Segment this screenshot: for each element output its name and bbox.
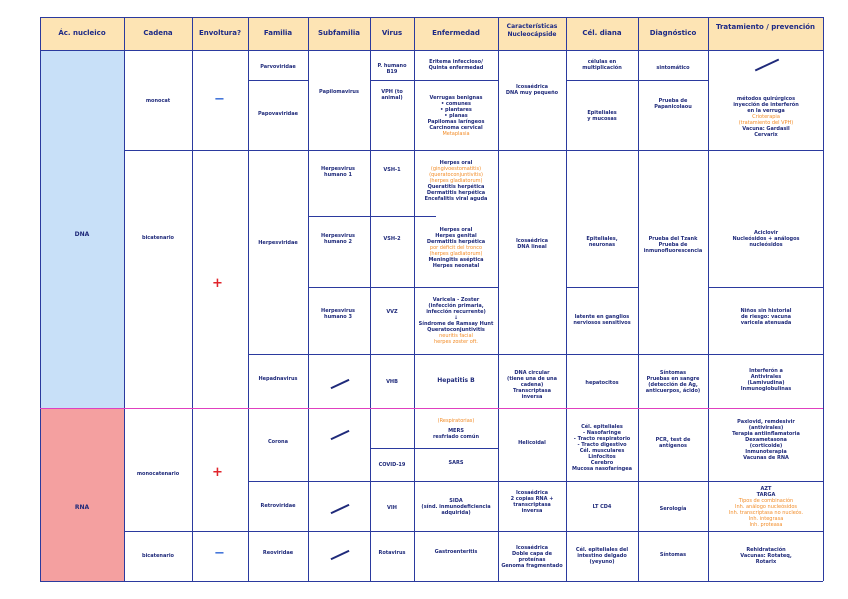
tra-hepa-line: Inmunoglobulinas bbox=[740, 386, 792, 392]
enf-hhv1-line: Encefalitis viral aguda bbox=[424, 196, 488, 202]
enf-hhv3-note: neuritis facial bbox=[439, 333, 473, 339]
tra-corona-line: Paxlovid, remdesivir bbox=[737, 419, 795, 425]
tra-retro-line: TARGA bbox=[756, 492, 776, 498]
car-retro-line: 2 copias RNA + bbox=[510, 496, 554, 502]
tra-hepa-line: Antivirales bbox=[750, 374, 782, 380]
header-enfermedad: Enfermedad bbox=[432, 29, 480, 37]
grid-line bbox=[124, 531, 823, 532]
enf-papova-line: • planas bbox=[444, 113, 468, 119]
virus-vih: VIH bbox=[387, 505, 397, 511]
enfermedad-gastro: Gastroenteritis bbox=[434, 549, 478, 555]
tra-retro-note: Inh. análogo nucleósidos bbox=[734, 504, 797, 510]
diag-herpes-line: inmunofluorescencia bbox=[643, 248, 703, 254]
tra-herpes-line: Nucleósidos + análogos bbox=[732, 236, 800, 242]
diagnostico-reo: Síntomas bbox=[659, 552, 687, 558]
car-herpes-line: Icosaédrica bbox=[515, 238, 549, 244]
enf-hhv2-line: Dermatitis herpética bbox=[426, 239, 486, 245]
familia-corona: Corona bbox=[268, 439, 288, 445]
subfamilia-hhv1: Herpesvirus humano 1 bbox=[321, 166, 355, 178]
enf-sida-line: SIDA bbox=[449, 498, 463, 504]
car-hepa-line: cadena) bbox=[520, 382, 544, 388]
caracteristicas-corona: Helicoidal bbox=[518, 440, 546, 446]
cel-reo-line: intestino delgado bbox=[577, 553, 627, 559]
grid-line bbox=[308, 216, 436, 217]
virus-vvz: VVZ bbox=[386, 309, 398, 315]
diagnostico-parvo: sintomático bbox=[656, 65, 690, 71]
grid-line bbox=[823, 17, 824, 581]
virus-vhs2: VSH-2 bbox=[383, 236, 401, 242]
car-reo-line: Genoma fragmentado bbox=[501, 563, 563, 569]
diag-hepa-line: (detección de Ag, bbox=[648, 382, 698, 388]
grid-line bbox=[708, 287, 823, 288]
header-acido: Ác. nucleico bbox=[58, 29, 106, 37]
enf-papova-line: • plantares bbox=[440, 107, 472, 113]
cel-diana-retro: LT CD4 bbox=[592, 504, 612, 510]
enf-hhv3-line: Síndrome de Ramsay Hunt bbox=[418, 321, 494, 327]
diag-hepa-line: Pruebas en sangre bbox=[646, 376, 700, 382]
cel-papova-line: Epiteliales bbox=[587, 110, 617, 116]
car-papova-line: Icosaédrica bbox=[515, 84, 549, 90]
enfermedad-corona-note: (Respiratorias) bbox=[437, 418, 475, 424]
virus-b19: P. humano B19 bbox=[377, 63, 407, 75]
diag-papova-line: Papanicolaou bbox=[654, 104, 692, 110]
enf-hhv1-line: Queratitis herpética bbox=[427, 184, 485, 190]
dash-reo bbox=[331, 550, 350, 560]
tra-papova-note: Crioterapia bbox=[752, 114, 780, 120]
rna-label: RNA bbox=[74, 504, 90, 511]
cadena-monocatenario: monocatenario bbox=[136, 471, 180, 477]
car-hepa-line: (tiene una de una bbox=[507, 376, 557, 382]
diag-herpes-line: Prueba de bbox=[658, 242, 688, 248]
cel-reo-line: (yeyuno) bbox=[589, 559, 615, 565]
dash-corona bbox=[331, 430, 350, 440]
grid-line bbox=[192, 17, 193, 581]
header-caracteristicas: Características Nucleocápside bbox=[506, 23, 558, 38]
dna-label: DNA bbox=[74, 231, 90, 238]
enf-hhv1-note: (gingivoestomatitis) bbox=[430, 166, 482, 172]
tra-papova-note: (tratamiento del VPH) bbox=[738, 120, 794, 126]
familia-retro: Retroviridae bbox=[260, 503, 296, 509]
car-reo-line: Icosaédrica bbox=[515, 545, 549, 551]
cel-corona-line: Linfocitos bbox=[588, 454, 616, 460]
enf-hhv2-line: Herpes genital bbox=[435, 233, 477, 239]
enf-hhv3-note: herpes zoster oft. bbox=[434, 339, 478, 345]
tra-corona-line: Terapia antiinflamatoria bbox=[732, 431, 800, 437]
virus-rotavirus: Rotavirus bbox=[378, 550, 406, 556]
cel-corona-line: Mucosa nasofaríngea bbox=[571, 466, 632, 472]
familia-parvo: Parvoviridae bbox=[260, 64, 296, 70]
grid-line bbox=[248, 80, 308, 81]
tra-corona-line: (antivirales) bbox=[748, 425, 784, 431]
grid-line bbox=[498, 216, 499, 217]
tra-retro-line: AZT bbox=[760, 486, 772, 492]
cel-corona-line: - Tracto respiratorio bbox=[573, 436, 631, 442]
cel-corona-line: Cél. epiteliales bbox=[581, 424, 623, 430]
cel-corona-line: Cél. musculares bbox=[579, 448, 625, 454]
familia-papova: Papovaviridae bbox=[257, 111, 299, 117]
enf-sida-line: (sínd. inmunodeficiencia bbox=[421, 504, 491, 510]
cel-corona-line: Cerebro bbox=[590, 460, 614, 466]
diag-corona-line: antígenos bbox=[659, 443, 687, 449]
grid-line bbox=[124, 150, 823, 151]
enf-hhv3-line: (infección primaria, bbox=[428, 303, 484, 309]
header-diagnostico: Diagnóstico bbox=[649, 29, 697, 37]
tra-retro-note: Tipos de combinación bbox=[738, 498, 794, 504]
enf-papova-line: Carcinoma cervical bbox=[429, 125, 483, 131]
car-reo-line: Doble capa de bbox=[511, 551, 552, 557]
enf-hhv2-note: (herpes gladiatorum) bbox=[429, 251, 483, 257]
virus-vhb: VHB bbox=[386, 379, 398, 385]
cel-parvo-line: células en bbox=[587, 59, 617, 65]
cadena-bicatenario: bicatenario bbox=[142, 235, 174, 241]
grid-line bbox=[308, 287, 498, 288]
familia-hepadna: Hepadnavirus bbox=[258, 376, 298, 382]
enf-hhv2-line: Meningitis aséptica bbox=[428, 257, 484, 263]
tra-hhv3-line: Niños sin historial bbox=[740, 308, 792, 314]
virus-vhs1: VSH-1 bbox=[383, 167, 401, 173]
dash-retro bbox=[331, 504, 350, 514]
cel-corona-line: - Tracto digestivo bbox=[577, 442, 627, 448]
grid-line bbox=[248, 481, 823, 482]
virus-vph: VPH (to animal) bbox=[381, 89, 403, 101]
enf-papova-line: • comunes bbox=[440, 101, 472, 107]
tra-corona-line: Dexametasona bbox=[745, 437, 787, 443]
tra-hhv3-line: varicela atenuada bbox=[740, 320, 792, 326]
enf-corona-line: MERS bbox=[448, 428, 464, 434]
car-reo-line: proteínas bbox=[518, 557, 546, 563]
cel-herpes12-line: neuronas bbox=[588, 242, 616, 248]
tra-retro-note: Inh. proteasa bbox=[749, 522, 783, 528]
tra-hepa-line: (Lamivudina) bbox=[747, 380, 785, 386]
grid-line bbox=[40, 17, 41, 581]
grid-line bbox=[40, 581, 823, 582]
tra-hhv3-line: de riesgo: vacuna bbox=[740, 314, 792, 320]
tra-papova-line: en la verruga bbox=[747, 108, 785, 114]
cel-diana-hepa: hepatocitos bbox=[585, 380, 619, 386]
car-retro-line: Icosaédrica bbox=[515, 490, 549, 496]
grid-line bbox=[370, 17, 371, 581]
cel-corona-line: - Nasofaringe bbox=[582, 430, 622, 436]
grid-line bbox=[248, 354, 823, 355]
enf-hhv1-note: (queratoconjuntivitis) bbox=[429, 172, 483, 178]
enf-hhv1-line: Dermatitis herpética bbox=[426, 190, 486, 196]
cel-parvo-line: multiplicación bbox=[582, 65, 622, 71]
tra-corona-line: (corticoide) bbox=[749, 443, 783, 449]
cel-herpes3-line: latente en ganglios bbox=[574, 314, 630, 320]
enf-hhv1-line: Herpes oral bbox=[439, 160, 473, 166]
envoltura-minus-rna-icon: − bbox=[214, 546, 225, 561]
enf-corona-line: resfriado común bbox=[432, 434, 480, 440]
enf-parvo-line: Quinta enfermedad bbox=[428, 65, 484, 71]
enf-papova-note: Metaplasia bbox=[442, 131, 470, 137]
subfamilia-hhv3: Herpesvirus humano 3 bbox=[321, 308, 355, 320]
car-hepa-line: DNA circular bbox=[514, 370, 550, 376]
diag-hepa-line: Síntomas bbox=[659, 370, 687, 376]
tra-reo-line: Rotarix bbox=[755, 559, 777, 565]
header-virus: Virus bbox=[381, 29, 403, 37]
enf-hhv3-line: Queratoconjuntivitis bbox=[427, 327, 485, 333]
header-cel-diana: Cél. diana bbox=[582, 29, 622, 37]
envoltura-plus-icon: + bbox=[212, 276, 223, 291]
grid-line bbox=[370, 448, 498, 449]
tra-papova-line: métodos quirúrgicos bbox=[736, 96, 796, 102]
dna-group-cell bbox=[40, 50, 124, 408]
tra-corona-line: Vacunas de RNA bbox=[743, 455, 789, 461]
enfermedad-hepatitis-b: Hepatitis B bbox=[437, 377, 475, 384]
tra-papova-line: Cervarix bbox=[754, 132, 778, 138]
tra-herpes-line: Aciclovir bbox=[753, 230, 779, 236]
diag-hepa-line: anticuerpos, ácido) bbox=[645, 388, 701, 394]
familia-reo: Reoviridae bbox=[262, 550, 294, 556]
car-hepa-line: Transcriptasa bbox=[512, 388, 552, 394]
cel-herpes12-line: Epiteliales, bbox=[586, 236, 618, 242]
grid-line bbox=[414, 80, 498, 81]
envoltura-plus-rna-icon: + bbox=[212, 465, 223, 480]
grid-line bbox=[40, 50, 823, 51]
enfermedad-sars: SARS bbox=[448, 460, 464, 466]
virus-covid: COVID-19 bbox=[378, 462, 406, 468]
dash-hepadna bbox=[331, 379, 350, 389]
car-papova-line: DNA muy pequeño bbox=[505, 90, 559, 96]
header-cadena: Cadena bbox=[143, 29, 173, 37]
enf-hhv2-line: Herpes neonatal bbox=[432, 263, 480, 269]
grid-line bbox=[308, 17, 309, 581]
tra-retro-note: Inh. integrasa bbox=[748, 516, 784, 522]
tra-reo-line: Vacunas: Rotateq, bbox=[740, 553, 792, 559]
cel-reo-line: Cél. epiteliales del bbox=[575, 547, 629, 553]
car-hepa-line: inversa bbox=[521, 394, 543, 400]
tra-reo-line: Rehidratación bbox=[746, 547, 786, 553]
header-subfamilia: Subfamilia bbox=[317, 29, 361, 37]
car-retro-line: transcriptasa bbox=[513, 502, 551, 508]
tra-papova-line: Vacuna: Gardasil bbox=[742, 126, 790, 132]
car-herpes-line: DNA lineal bbox=[517, 244, 547, 250]
cadena-bicatenario-rna: bicatenario bbox=[142, 553, 174, 559]
grid-line bbox=[638, 80, 708, 81]
grid-line bbox=[708, 17, 709, 581]
tra-papova-line: inyección de interferón bbox=[733, 102, 799, 108]
diag-corona-line: PCR, test de bbox=[655, 437, 691, 443]
enf-sida-line: adquirida) bbox=[441, 510, 471, 516]
tra-retro-note: Inh. transcriptasa no nucleós. bbox=[728, 510, 804, 516]
header-envoltura: Envoltura? bbox=[198, 29, 242, 37]
subfamilia-papiloma: Papilomavirus bbox=[319, 89, 359, 95]
rna-group-cell bbox=[40, 408, 124, 581]
diag-papova-line: Prueba de bbox=[658, 98, 688, 104]
tra-hepa-line: Interferón a bbox=[749, 368, 783, 374]
enf-hhv1-note: (herpes gladiatorum) bbox=[429, 178, 483, 184]
enf-papova-line: Papilomas laríngeos bbox=[427, 119, 485, 125]
familia-herpes: Herpesviridae bbox=[258, 240, 298, 246]
grid-line bbox=[40, 408, 823, 409]
tra-herpes-line: nucleósidos bbox=[749, 242, 783, 248]
enf-parvo-line: Eritema infeccioso/ bbox=[429, 59, 483, 65]
enf-papova-line: Verrugas benignas bbox=[429, 95, 483, 101]
car-retro-line: inversa bbox=[521, 508, 543, 514]
grid-line bbox=[40, 17, 823, 18]
cel-herpes3-line: nerviosos sensitivos bbox=[573, 320, 631, 326]
grid-line bbox=[248, 17, 249, 581]
header-familia: Familia bbox=[263, 29, 293, 37]
cadena-monocat: monocat bbox=[145, 98, 171, 104]
header-tratamiento: Tratamiento / prevención bbox=[715, 23, 816, 31]
tra-corona-line: Inmunoterapia bbox=[745, 449, 787, 455]
dash-tratamiento-parvo bbox=[755, 59, 779, 72]
diag-herpes-line: Prueba del Tzank bbox=[648, 236, 698, 242]
envoltura-minus-icon: − bbox=[214, 92, 225, 107]
enf-hhv2-line: Herpes oral bbox=[439, 227, 473, 233]
diagnostico-retro: Serología bbox=[659, 506, 687, 512]
grid-line bbox=[370, 80, 414, 81]
enf-hhv3-line: infección recurrente) bbox=[426, 309, 486, 315]
grid-line bbox=[566, 287, 638, 288]
subfamilia-hhv2: Herpesvirus humano 2 bbox=[321, 233, 355, 245]
grid-line bbox=[566, 17, 567, 581]
cel-papova-line: y mucosas bbox=[587, 116, 617, 122]
grid-line bbox=[566, 80, 638, 81]
enf-hhv3-line: ↓ bbox=[453, 315, 459, 321]
enf-hhv3-line: Varicela - Zoster bbox=[432, 297, 480, 303]
enf-hhv2-note: por déficit del tronco bbox=[429, 245, 483, 251]
